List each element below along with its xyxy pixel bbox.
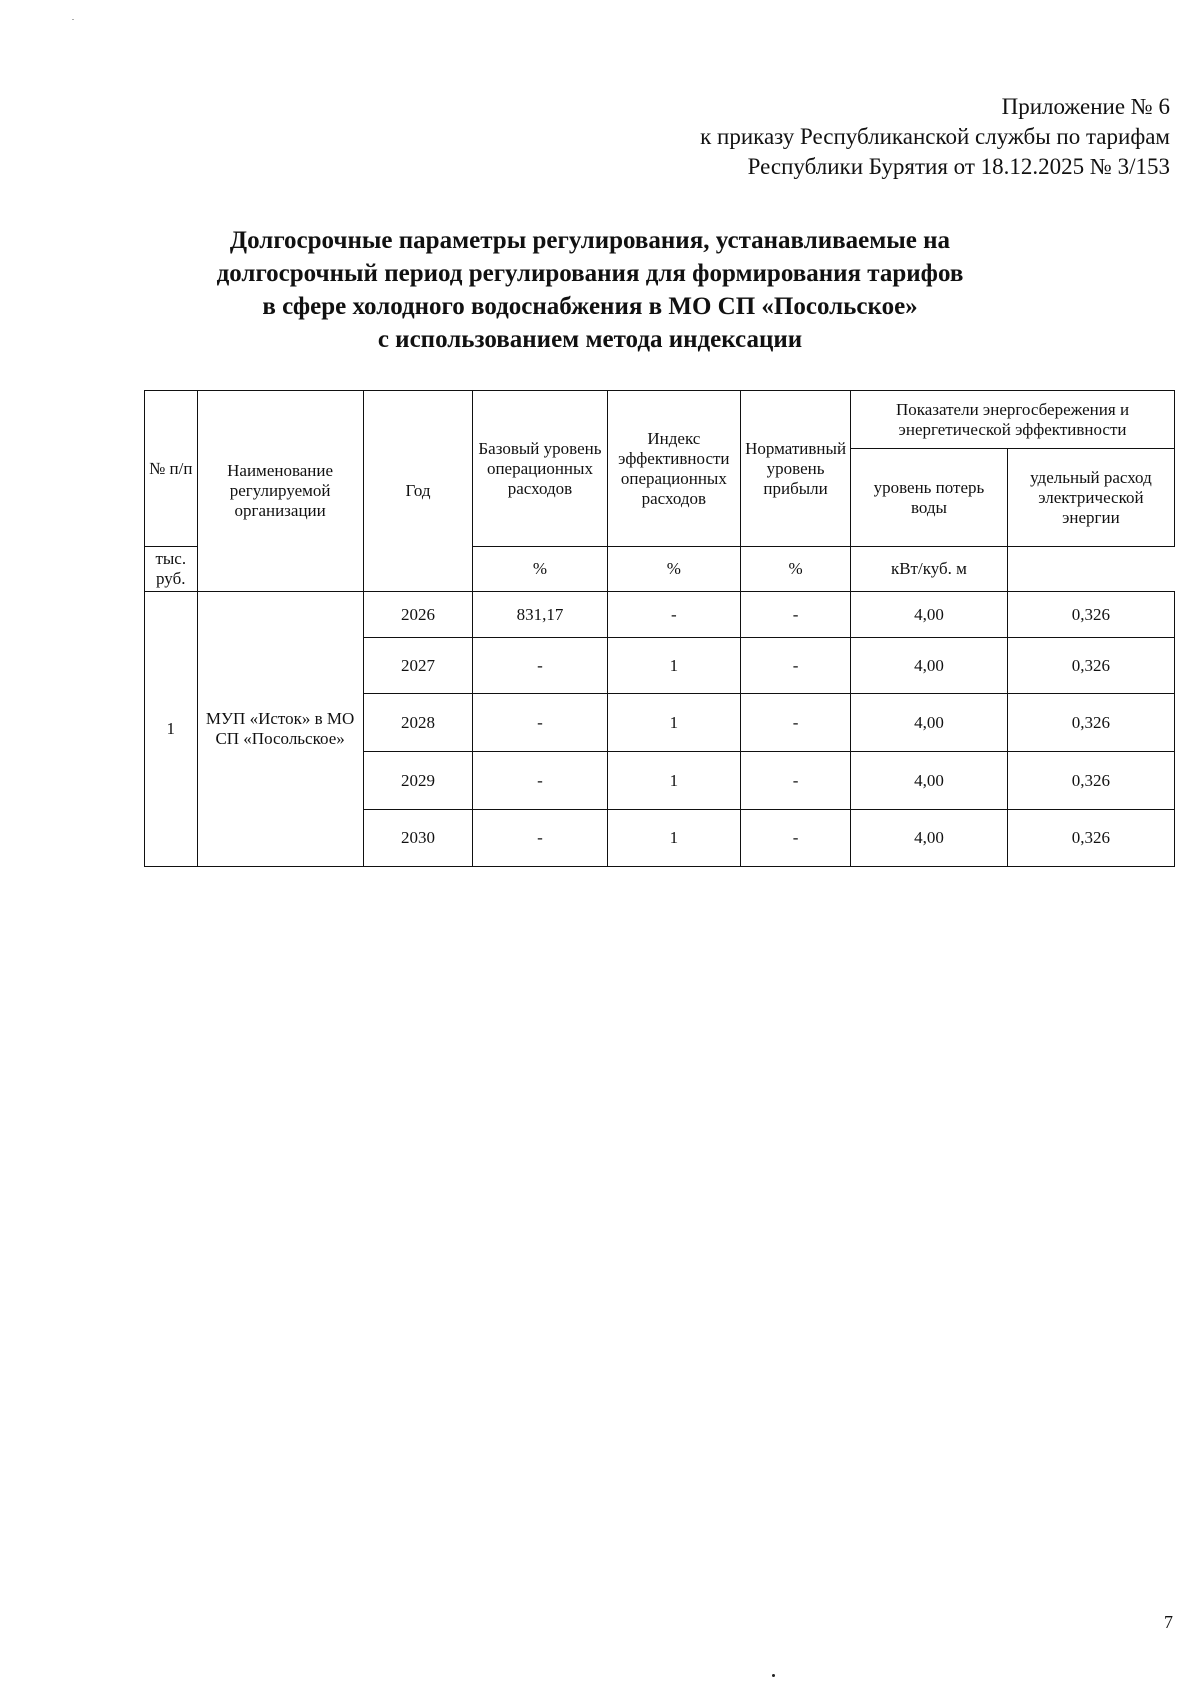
cell-profit-level: - [741,752,851,810]
cell-efficiency-index: 1 [607,810,741,867]
cell-efficiency-index: 1 [607,638,741,694]
page-number: 7 [1164,1612,1173,1632]
cell-energy-use: 0,326 [1007,592,1174,638]
units-efficiency-index: % [473,547,607,592]
cell-year: 2028 [363,694,473,752]
cell-year: 2030 [363,810,473,867]
header-efficiency-index: Индекс эффективности операционных расходов [607,391,741,547]
units-water-loss: % [741,547,851,592]
cell-water-loss: 4,00 [851,694,1008,752]
units-energy-use: кВт/куб. м [851,547,1008,592]
cell-year: 2029 [363,752,473,810]
cell-water-loss: 4,00 [851,810,1008,867]
header-energy-use: удельный расход электрической энергии [1007,449,1174,547]
cell-efficiency-index: 1 [607,752,741,810]
cell-year: 2027 [363,638,473,694]
scan-speck [772,1674,775,1677]
cell-profit-level: - [741,592,851,638]
cell-base-cost: - [473,694,607,752]
regulation-parameters-table [144,390,1175,867]
appendix-number: Приложение № 6 [1001,94,1170,119]
cell-energy-use: 0,326 [1007,810,1174,867]
appendix-order-reference: к приказу Республиканской службы по тарифам [700,124,1170,149]
header-energy-indicators: Показатели энергосбережения и энергетической эффективности [851,391,1175,449]
header-profit-level: Нормативный уровень прибыли [741,391,851,547]
header-water-loss: уровень потерь воды [851,449,1008,547]
scan-speck [72,19,74,20]
cell-profit-level: - [741,694,851,752]
document-title [140,224,1040,356]
cell-base-cost: - [473,752,607,810]
cell-efficiency-index: - [607,592,741,638]
cell-water-loss: 4,00 [851,638,1008,694]
appendix-header [700,92,1170,182]
header-organization: Наименование регулируемой организации [197,391,363,592]
title-line-1: Долгосрочные параметры регулирования, устанавливаемые на [229,227,951,254]
title-line-4: с использованием метода индексации [377,326,803,353]
title-line-2: долгосрочный период регулирования для формирования тарифов [216,260,964,287]
header-year: Год [363,391,473,592]
cell-base-cost: - [473,638,607,694]
cell-energy-use: 0,326 [1007,694,1174,752]
cell-energy-use: 0,326 [1007,638,1174,694]
units-base-cost: тыс. руб. [145,547,198,592]
cell-base-cost: 831,17 [473,592,607,638]
cell-base-cost: - [473,810,607,867]
units-profit-level: % [607,547,741,592]
cell-profit-level: - [741,638,851,694]
cell-water-loss: 4,00 [851,592,1008,638]
table-row [145,592,1175,638]
appendix-order-date: Республики Бурятия от 18.12.2025 № 3/153 [747,154,1170,179]
cell-profit-level: - [741,810,851,867]
row-num: 1 [145,592,198,867]
cell-water-loss: 4,00 [851,752,1008,810]
header-num: № п/п [145,391,198,547]
title-line-3: в сфере холодного водоснабжения в МО СП «Посольское» [262,293,918,320]
cell-year: 2026 [363,592,473,638]
header-base-cost: Базовый уровень операционных расходов [473,391,607,547]
cell-energy-use: 0,326 [1007,752,1174,810]
row-organization: МУП «Исток» в МО СП «Посольское» [197,592,363,867]
cell-efficiency-index: 1 [607,694,741,752]
